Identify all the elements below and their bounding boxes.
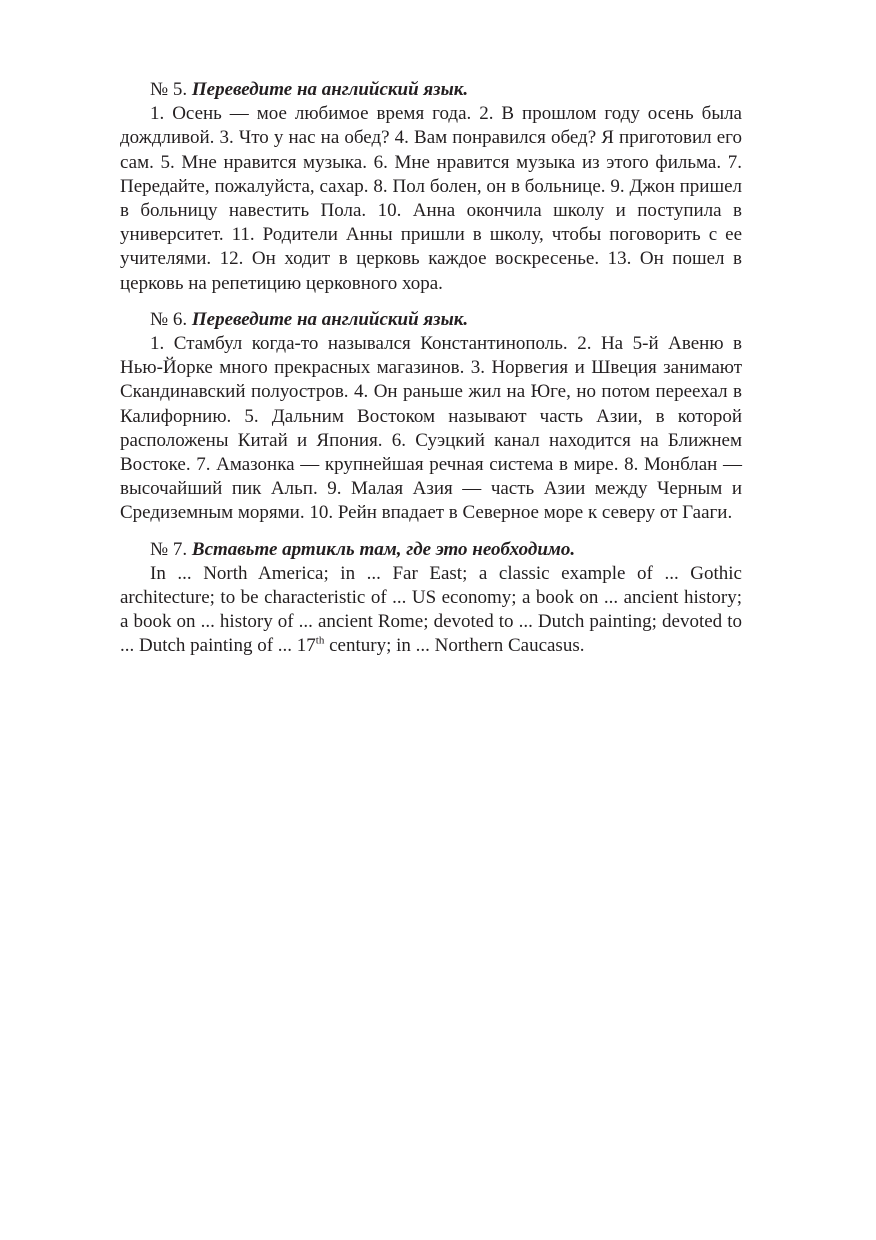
- ordinal-suffix: th: [315, 635, 325, 648]
- exercise-title: Переведите на английский язык.: [191, 79, 469, 100]
- exercise-title: Вставьте артикль там, где это необходимо.: [191, 538, 576, 560]
- exercise-number: № 7.: [150, 538, 188, 560]
- exercise-text: 1. Стамбул когда-то назывался Константинополь. 2. На 5-й Авеню в Нью-Йорке много прекрасных магазинов. 3. Норвегия и Швеция занимают Скандинавский полуостров. 4. Он раньше жил на Юге, но потом переехал в Калифорнию. 5. Дальним Востоком называют часть Азии, в которой расположены Китай и Япония. 6. Суэцкий канал находится на Ближнем Востоке. 7. Амазонка — крупнейшая речная система в мире. 8. Монблан — высочайший пик Альп. 9. Малая Азия — часть Азии между Черным и Средиземным морями. 10. Рейн впадает в Северное море к северу от Гааги.: [120, 333, 742, 524]
- exercise-title: Переведите на английский язык.: [191, 308, 469, 330]
- exercise-heading: [120, 78, 742, 102]
- exercise-heading: [120, 308, 742, 332]
- exercise-5: [120, 78, 742, 296]
- exercise-heading: [120, 538, 742, 562]
- exercise-text: [120, 562, 742, 659]
- exercise-number: № 5.: [150, 79, 188, 100]
- exercise-6: [120, 308, 742, 526]
- exercise-text: 1. Осень — мое любимое время года. 2. В прошлом году осень была дождливой. 3. Что у нас на обед? 4. Вам понравился обед? Я приготовил его сам. 5. Мне нравится музыка. 6. Мне нравится музыка из этого фильма. 7. Передайте, пожалуйста, сахар. 8. Пол болен, он в больнице. 9. Джон пришел в больницу навестить Пола. 10. Анна окончила школу и поступила в университет. 11. Родители Анны пришли в школу, чтобы поговорить с ее учителями. 12. Он ходит в церковь каждое воскресенье. 13. Он пошел в церковь на репетицию церковного хора.: [120, 103, 742, 294]
- document-page: [120, 78, 742, 671]
- exercise-7: [120, 538, 742, 659]
- exercise-text-part: In ... North America; in ... Far East; a classic example of ... Gothic architecture; to be characteristic of ... US economy; a book on ... ancient history; a book on ... history of ... ancient Rome; devoted to ... Dutch painting; devoted to ... Dutch painting of ... 17: [120, 562, 742, 657]
- exercise-number: № 6.: [150, 308, 188, 330]
- exercise-text-part: century; in ... Northern Caucasus.: [324, 635, 585, 657]
